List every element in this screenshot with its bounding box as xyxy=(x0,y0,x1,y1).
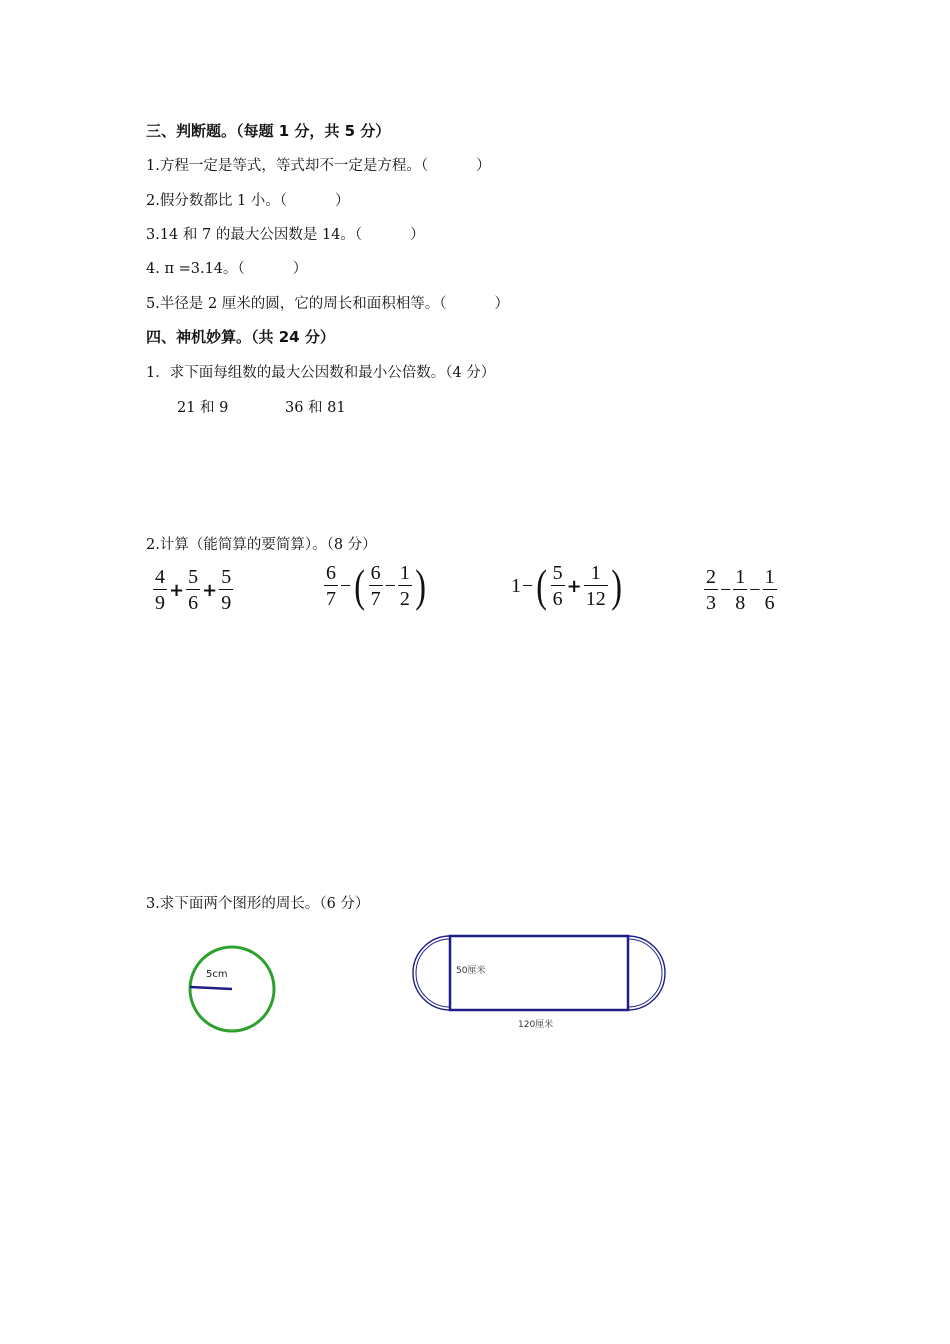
minus-sign: − xyxy=(384,574,396,597)
right-paren: ) xyxy=(415,560,426,611)
judge-item-3 xyxy=(146,223,425,244)
expression-2 xyxy=(323,560,428,611)
section-3-title: 三、判断题。（每题 1 分，共 5 分） xyxy=(146,122,391,140)
circle-figure xyxy=(180,938,284,1038)
answer-paren-open: （ xyxy=(279,193,288,209)
left-paren: ( xyxy=(354,560,366,611)
fraction: $\frac{4}{9}$ xyxy=(155,566,165,614)
answer-paren-close: ） xyxy=(335,193,350,209)
judge-item-1 xyxy=(146,154,491,175)
judge-item-text: 1.方程一定是等式，等式却不一定是方程。 xyxy=(146,158,421,174)
fraction: $\frac{5}{9}$ xyxy=(221,566,232,614)
expression-1 xyxy=(152,567,234,613)
leading-number: 1 xyxy=(511,574,521,597)
plus-sign: + xyxy=(169,579,185,601)
judge-item-text: 3.14 和 7 的最大公因数是 14。 xyxy=(146,227,355,243)
radius-line xyxy=(190,987,232,989)
fraction: $\frac{6}{7}$ xyxy=(326,562,336,610)
fraction: $\frac{5}{6}$ xyxy=(188,566,199,614)
judge-item-5 xyxy=(146,292,509,313)
right-semicircle xyxy=(628,936,665,1010)
answer-paren-close: ） xyxy=(410,227,425,243)
fraction: $\frac{1}{2}$ xyxy=(399,562,410,610)
judge-item-4 xyxy=(146,257,307,278)
section-4-title: 四、神机妙算。（共 24 分） xyxy=(146,328,335,346)
judge-item-text: 4. π =3.14。 xyxy=(146,261,238,277)
judge-item-text: 5.半径是 2 厘米的圆，它的周长和面积相等。 xyxy=(146,296,440,312)
length-label: 120厘米 xyxy=(518,1020,554,1030)
fraction: $\frac{5}{6}$ xyxy=(552,562,563,610)
fraction: $\frac{1}{6}$ xyxy=(764,566,775,614)
expression-3 xyxy=(511,560,624,611)
question-3-text: 3.求下面两个图形的周长。（6 分） xyxy=(146,896,370,912)
answer-paren-open: （ xyxy=(439,296,447,312)
fraction: $\frac{1}{12}$ xyxy=(585,562,606,610)
right-paren: ) xyxy=(611,560,622,611)
left-semicircle xyxy=(413,936,450,1010)
judge-item-2 xyxy=(146,189,350,210)
answer-paren-close: ） xyxy=(292,261,308,277)
minus-sign: − xyxy=(522,574,534,597)
number-pair-1: 21 和 9 xyxy=(177,400,229,416)
judge-item-text: 2.假分数都比 1 小。 xyxy=(146,193,280,209)
fraction: $\frac{1}{8}$ xyxy=(735,566,746,614)
question-1-text: 1．求下面每组数的最大公因数和最小公倍数。（4 分） xyxy=(146,365,496,381)
minus-sign: − xyxy=(340,574,352,597)
plus-sign: + xyxy=(202,579,218,601)
minus-sign: − xyxy=(720,578,732,601)
answer-paren-close: ） xyxy=(494,296,510,312)
expression-4 xyxy=(703,567,778,613)
answer-paren-close: ） xyxy=(476,158,491,174)
track-figure xyxy=(405,926,673,1034)
question-2-text: 2.计算（能简算的要简算）。（8 分） xyxy=(146,537,377,553)
left-paren: ( xyxy=(536,560,548,611)
radius-label: 5cm xyxy=(206,969,228,980)
fraction: $\frac{6}{7}$ xyxy=(370,562,381,610)
answer-paren-open: （ xyxy=(420,158,429,174)
answer-paren-open: （ xyxy=(237,261,245,277)
plus-sign: + xyxy=(566,575,582,597)
fraction: $\frac{2}{3}$ xyxy=(706,566,716,614)
height-label: 50厘米 xyxy=(456,966,486,976)
number-pair-2: 36 和 81 xyxy=(285,400,346,416)
answer-paren-open: （ xyxy=(354,227,363,243)
minus-sign: − xyxy=(749,578,761,601)
